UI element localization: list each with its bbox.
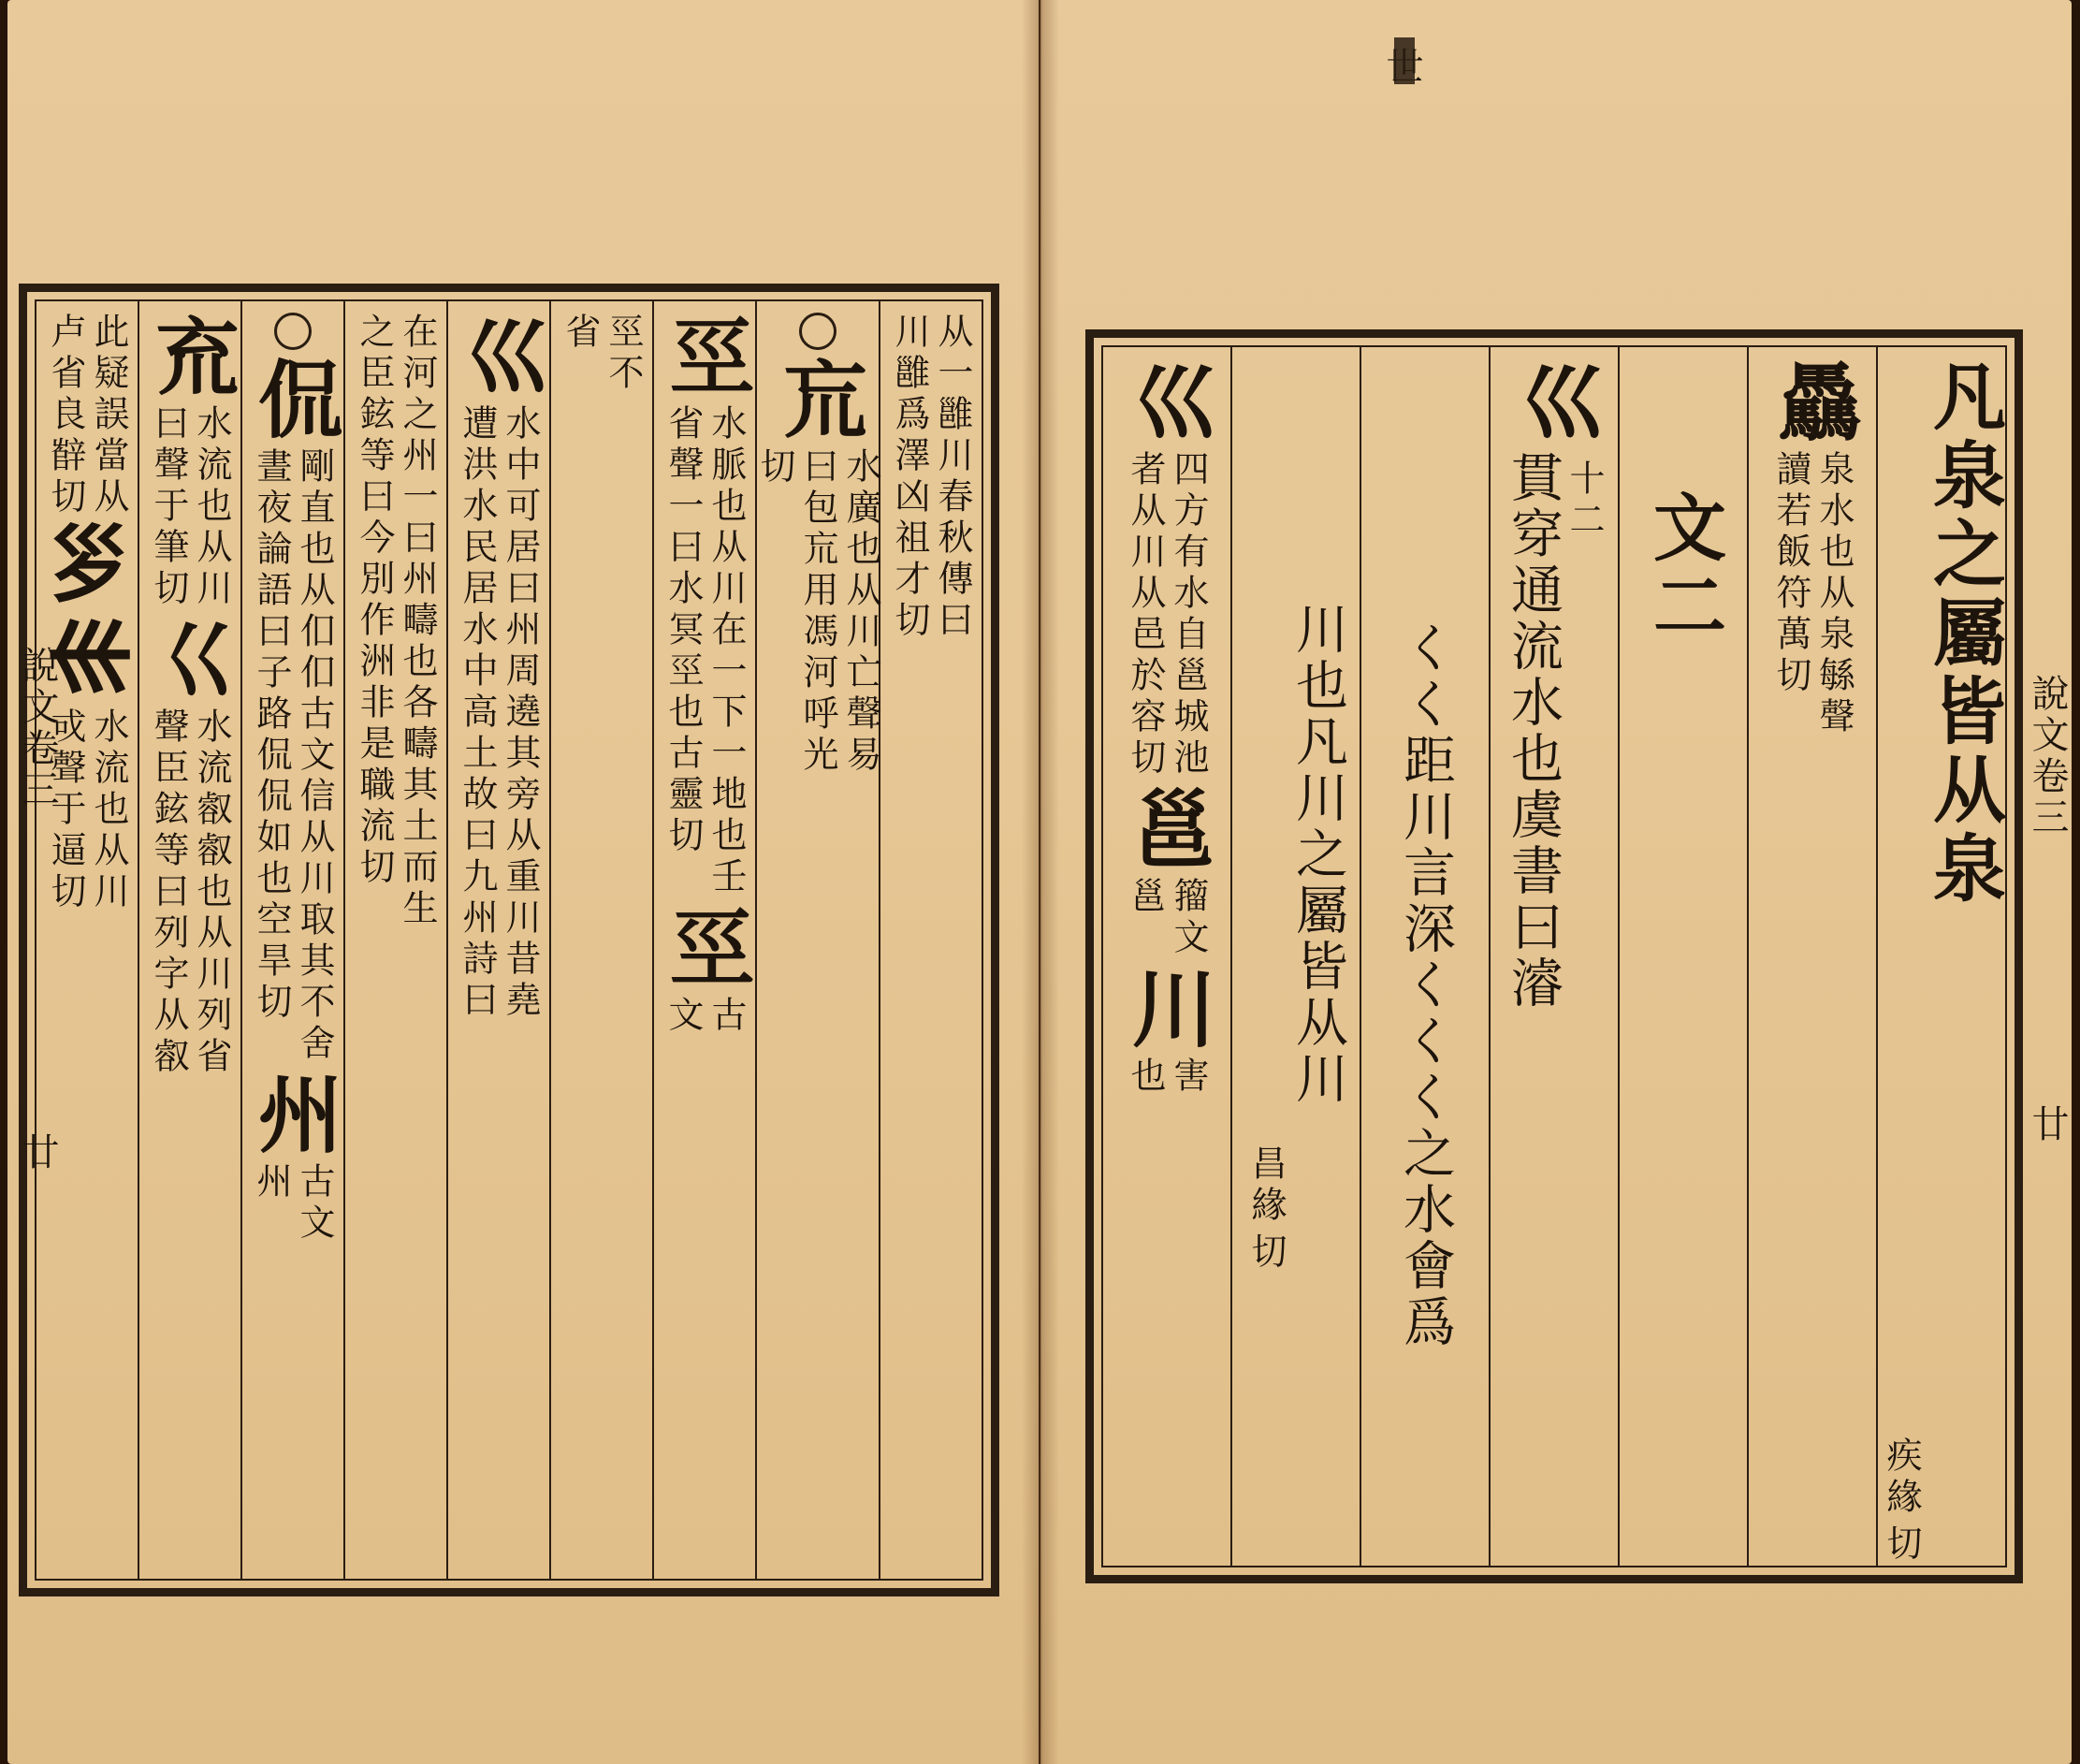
left-side-label: 說文卷三 <box>16 646 59 810</box>
text-line: 水廣也从川亡聲易 <box>840 447 881 777</box>
ink-blot <box>1394 37 1415 84</box>
text-line: 水流也从川 <box>88 707 129 913</box>
text-line: 水流也从川 <box>191 404 232 610</box>
text-line: 水中可居曰州周遶其旁从重川昔堯 <box>500 404 541 1022</box>
circle-mark <box>799 313 836 350</box>
text-line: 貫穿通流水也虞書曰濬 <box>1503 450 1564 1012</box>
text-line: 省聲一曰水冥巠也古靈切 <box>662 404 704 857</box>
seal-glyph: 邕 <box>1117 785 1216 871</box>
text-line: 水流㕡㕡也从川列省 <box>191 707 232 1078</box>
text-line: くく距川言深くくく之水會爲 <box>1395 620 1456 1350</box>
text-line: 州 <box>251 1162 292 1203</box>
text-line: 晝夜論語曰子路侃侃如也空旱切 <box>251 447 292 1024</box>
text-line: 泉水也从泉緐聲 <box>1813 450 1855 738</box>
right-col-1 <box>1876 347 2005 1566</box>
text-line: 凡泉之屬皆从泉 <box>1921 358 2006 909</box>
seal-glyph: 驫 <box>1763 358 1862 445</box>
right-col-7 <box>1103 347 1230 1566</box>
left-col-6 <box>343 301 446 1579</box>
text-line: 川雝爲澤凶祖才切 <box>889 313 930 642</box>
left-col-3 <box>652 301 755 1579</box>
text-line: 遭洪水民居水中高土故曰九州詩曰 <box>457 404 498 1022</box>
right-page-columns <box>1101 345 2007 1567</box>
text-line: 聲臣鉉等曰列字从㕡 <box>148 707 189 1078</box>
seal-glyph: 巠 <box>655 313 754 399</box>
right-col-4 <box>1489 347 1618 1566</box>
left-col-8 <box>138 301 240 1579</box>
text-line: 曰包巟用馮河呼光 <box>797 447 838 777</box>
text-line: 籀文 <box>1168 877 1209 959</box>
right-col-2 <box>1747 347 1876 1566</box>
left-col-4 <box>549 301 652 1579</box>
text-line: 切 <box>1245 1232 1287 1274</box>
text-line: 也 <box>1125 1057 1166 1098</box>
book-gutter <box>1022 0 1059 1764</box>
text-line: 十二 <box>1564 459 1605 542</box>
circle-mark <box>274 313 312 350</box>
text-line: 剛直也从㐰㐰古文信从川取其不舍 <box>294 447 335 1065</box>
text-line: 昌緣 <box>1245 1144 1287 1227</box>
text-line: 四方有水自邕城池 <box>1168 450 1209 780</box>
left-col-7 <box>240 301 343 1579</box>
seal-glyph: 川 <box>1117 965 1216 1051</box>
left-page-columns <box>35 299 983 1581</box>
right-col-5 <box>1360 347 1489 1566</box>
left-col-5 <box>446 301 549 1579</box>
text-line: 巠不 <box>603 313 644 395</box>
text-line: 卢省良辥切 <box>45 313 86 518</box>
left-side-number: 廿 <box>16 1132 59 1174</box>
seal-glyph: 巟 <box>768 356 867 442</box>
text-line: 文 <box>662 996 704 1037</box>
right-col-3 <box>1618 347 1747 1566</box>
left-col-1 <box>879 301 982 1579</box>
text-line: 疾緣 <box>1881 1436 1922 1519</box>
text-line: 古文 <box>294 1162 335 1245</box>
text-line: 之臣鉉等曰今別作洲非是職流切 <box>354 313 395 889</box>
right-side-number: 廿 <box>2026 1104 2069 1145</box>
right-side-label: 說文卷三 <box>2026 674 2069 838</box>
text-line: 文二 <box>1641 489 1726 647</box>
text-line: 此疑誤當从 <box>88 313 129 518</box>
left-col-9 <box>36 301 138 1579</box>
right-page-frame <box>1085 329 2023 1583</box>
seal-glyph: 巜 <box>140 616 240 702</box>
text-line: 在河之州一曰州疇也各疇其土而生 <box>397 313 438 930</box>
seal-glyph: 𡿧 <box>37 616 137 702</box>
text-line: 古 <box>705 996 747 1037</box>
seal-glyph: 侃 <box>243 356 342 442</box>
text-line: 戓聲于逼切 <box>45 707 86 913</box>
right-col-6 <box>1230 347 1360 1566</box>
seal-glyph: 𡿪 <box>37 524 137 610</box>
text-line: 切 <box>754 447 795 488</box>
text-line: 水脈也从川在一下一地也壬 <box>705 404 747 898</box>
text-line: 讀若飯符萬切 <box>1770 450 1811 697</box>
seal-glyph: 巛 <box>1505 358 1604 445</box>
text-line: 从一雝川春秋傳曰 <box>932 313 973 642</box>
left-col-2 <box>755 301 879 1579</box>
text-line: 者从川从邑於容切 <box>1125 450 1166 780</box>
text-line: 切 <box>1881 1524 1922 1566</box>
seal-glyph: 巛 <box>449 313 548 399</box>
left-page-frame <box>16 284 999 1596</box>
seal-glyph: 州 <box>243 1071 342 1157</box>
text-line: 邕 <box>1125 877 1166 918</box>
seal-glyph: 巛 <box>1117 358 1216 445</box>
text-line: 曰聲于筆切 <box>148 404 189 610</box>
text-line: 害 <box>1168 1057 1209 1098</box>
seal-glyph: 㐬 <box>140 313 240 399</box>
seal-glyph: 巠 <box>655 904 754 990</box>
text-line: 川也凡川之屬皆从川 <box>1287 602 1348 1107</box>
text-line: 省 <box>560 313 601 354</box>
